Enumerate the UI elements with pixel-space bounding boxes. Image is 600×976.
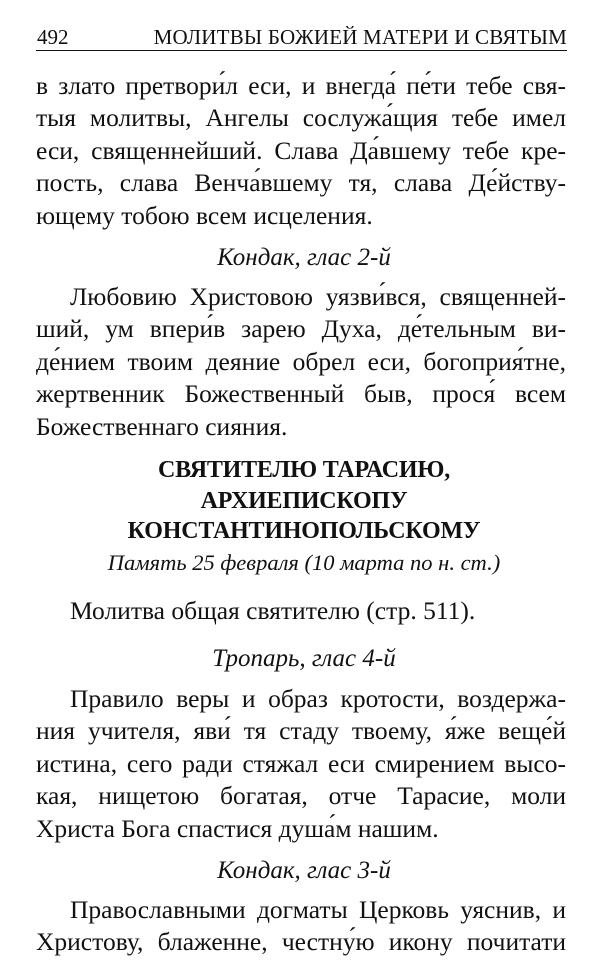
text-line: тыя молитвы, Ангелы сослужа́щия тебе имел bbox=[36, 103, 566, 132]
section-title-line: КОНСТАНТИНОПОЛЬСКОМУ bbox=[127, 518, 481, 544]
header-rule bbox=[36, 50, 567, 51]
kontakion-heading: Кондак, глас 2-й bbox=[217, 244, 391, 271]
section-title-line: СВЯТИТЕЛЮ ТАРАСИЮ, bbox=[157, 457, 451, 483]
text-line: Христа Бога спастися душа́м нашим. bbox=[36, 814, 439, 843]
text-line: ший, ум впери́в зарею Духа, де́тельным ви- bbox=[36, 314, 566, 343]
text-line: жертвенник Божественный быв, прося́ всем bbox=[36, 379, 566, 408]
text-line: Христову, блаженне, честну́ю икону почитати bbox=[36, 927, 566, 956]
text-line: пость, слава Венча́вшему тя, слава Де́йству- bbox=[36, 168, 566, 197]
text-line: Божественнаго сияния. bbox=[36, 412, 288, 441]
troparion-heading: Тропарь, глас 4-й bbox=[212, 645, 396, 672]
running-head bbox=[37, 24, 567, 50]
text-line: Правило веры и образ кротости, воздержа- bbox=[70, 684, 566, 713]
text-line: де́нием твоим деяние обрел еси, богоприя́тне, bbox=[36, 347, 566, 376]
running-head-title: МОЛИТВЫ БОЖИЕЙ МАТЕРИ И СВЯТЫМ bbox=[153, 25, 567, 49]
page-number: 492 bbox=[37, 25, 69, 49]
text-line: ния учителя, яви́ тя стаду твоему, я́же веще́й bbox=[36, 716, 566, 745]
text-line: кая, нищетою богатая, отче Тарасие, моли bbox=[36, 781, 566, 810]
memory-date: Память 25 февраля (10 марта по н. ст.) bbox=[107, 550, 501, 575]
text-line: Православными догматы Церковь уяснив, и bbox=[70, 895, 566, 924]
kontakion-heading: Кондак, глас 3-й bbox=[217, 857, 391, 884]
general-prayer-note: Молитва общая святителю (стр. 511). bbox=[70, 596, 476, 625]
text-line: ющему тобою всем исцеления. bbox=[36, 201, 373, 230]
text-line: в злато претвори́л еси, и внегда́ пе́ти тебе свя- bbox=[36, 71, 566, 100]
text-line: еси, священнейший. Слава Да́вшему тебе кре- bbox=[36, 136, 566, 165]
text-line: истина, сего ради стяжал еси смирением высо- bbox=[36, 749, 566, 778]
section-title-line: АРХИЕПИСКОПУ bbox=[200, 488, 408, 514]
text-line: Любовию Христовою уязви́вся, священней- bbox=[70, 282, 566, 311]
